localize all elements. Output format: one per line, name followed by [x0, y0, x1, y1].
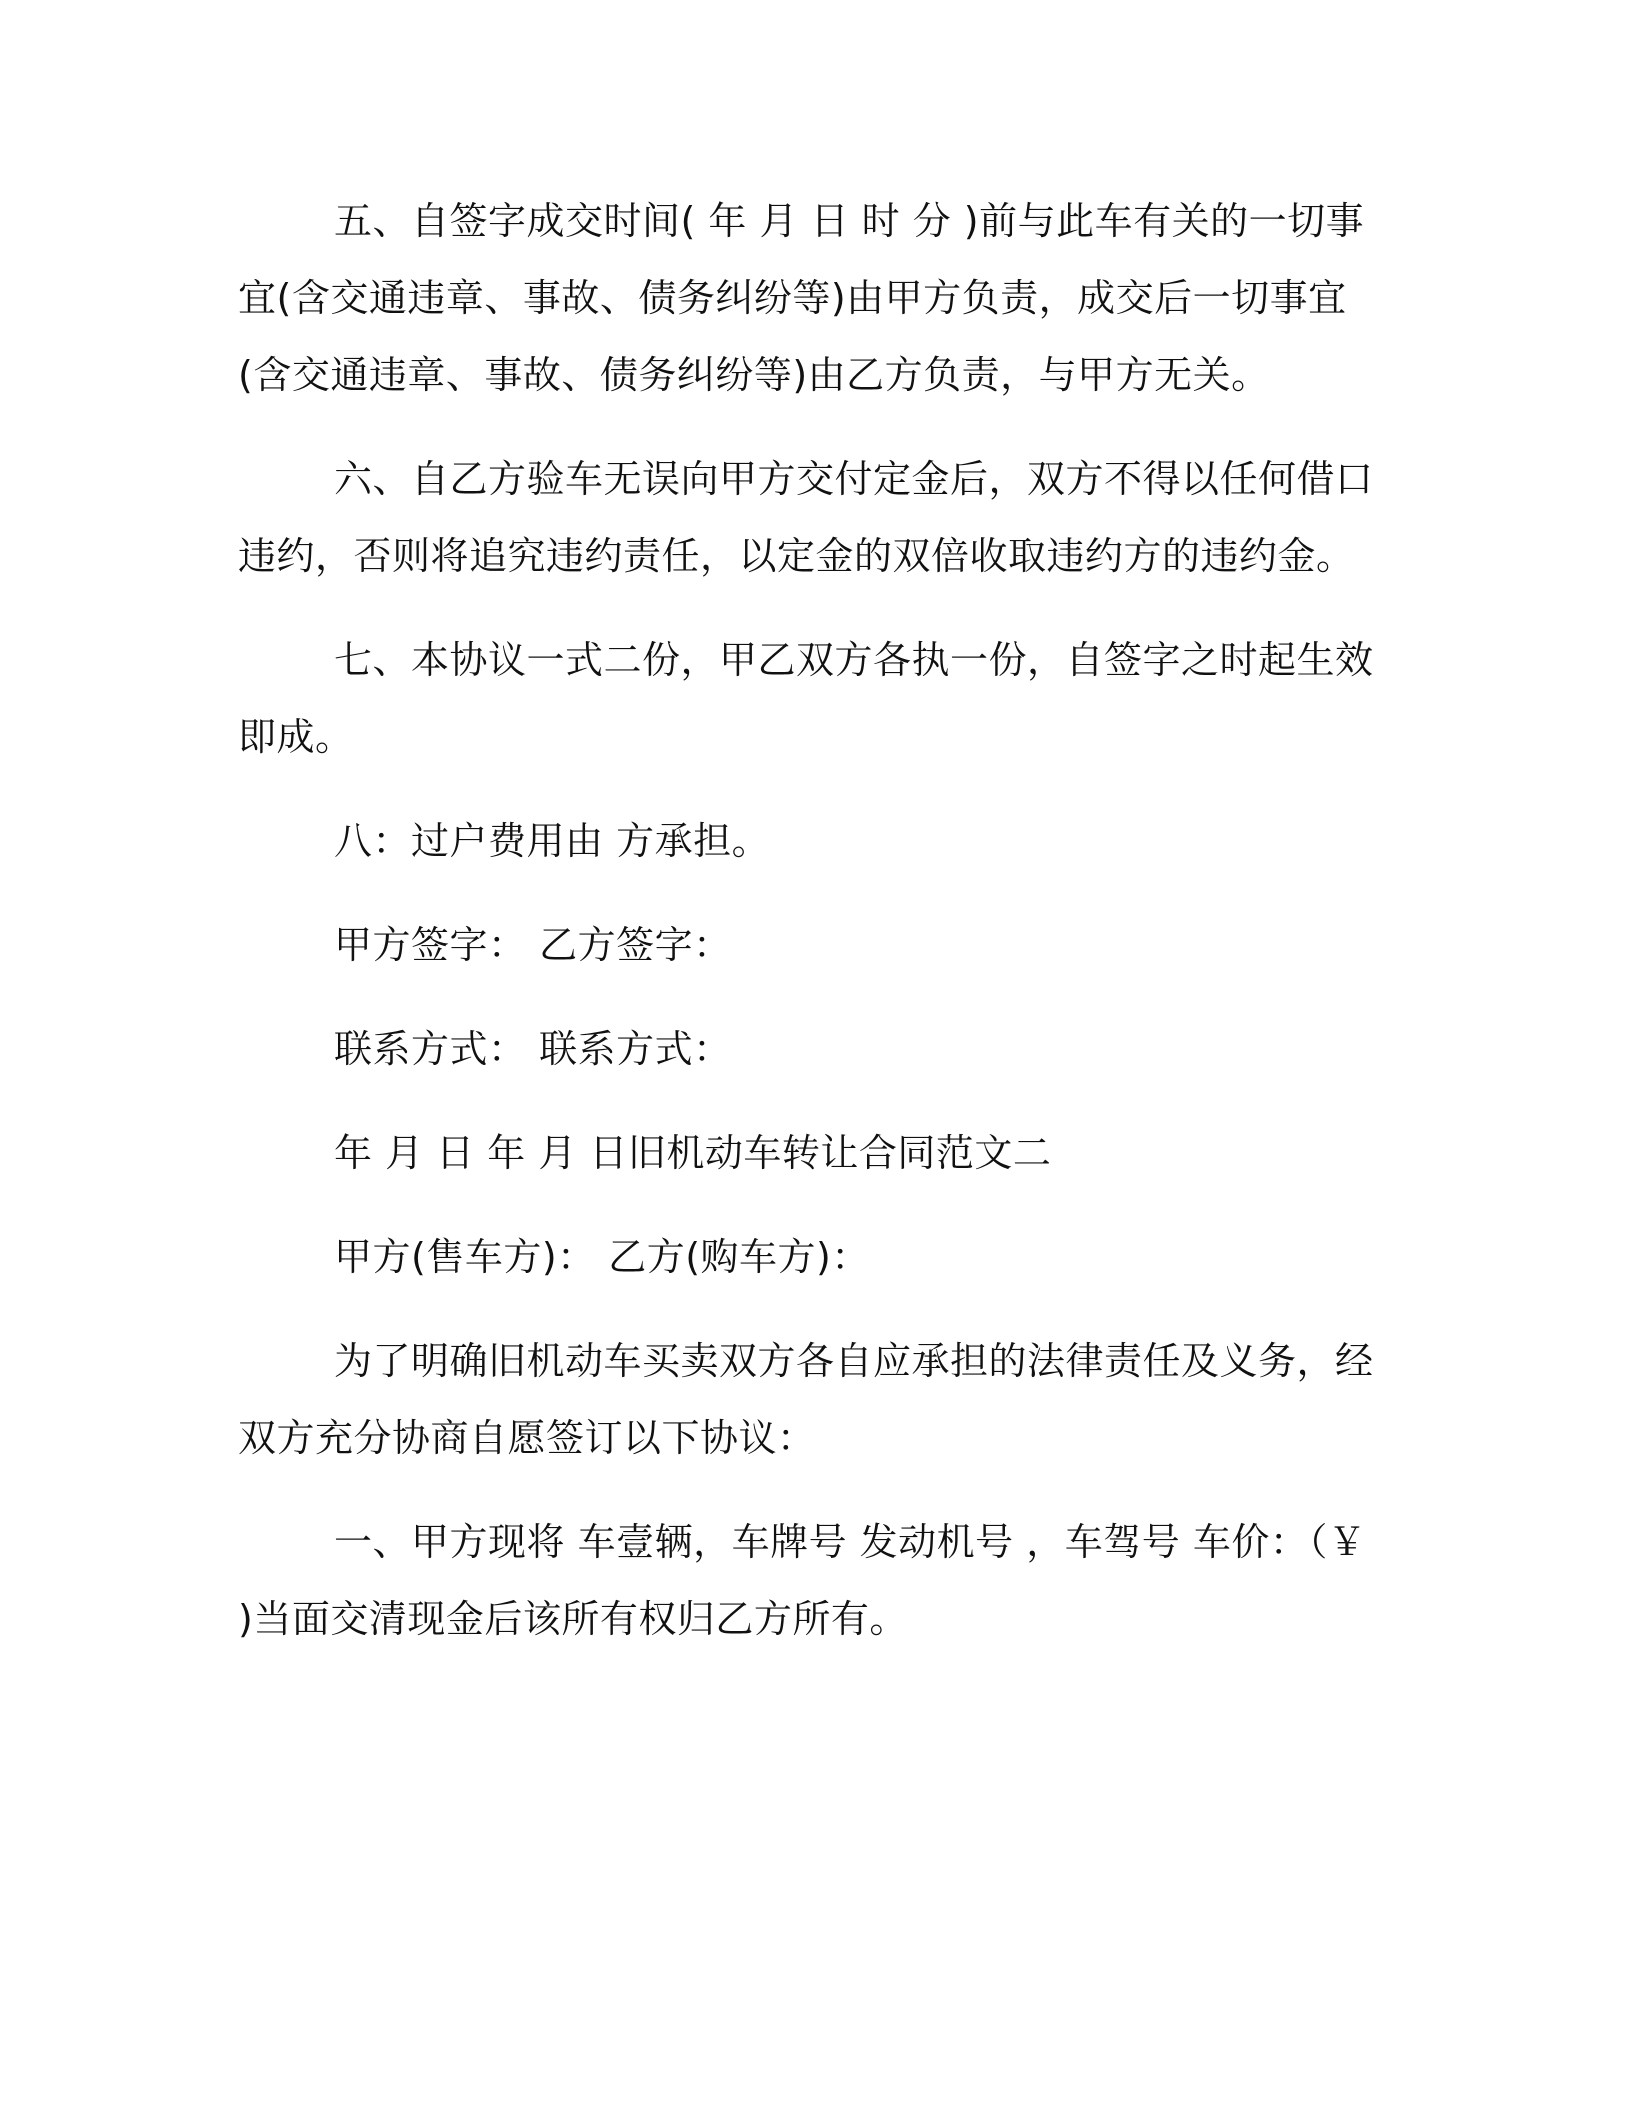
date-and-heading-line: 年 月 日 年 月 日旧机动车转让合同范文二 [334, 1131, 1052, 1175]
clause-5-paragraph: 五、自签字成交时间( 年 月 日 时 分 )前与此车有关的一切事宜(含交通违章、事故、债务纠纷等)由甲方负责，成交后一切事宜(含交通违章、事故、债务纠纷等)由乙方负责，与甲方无关。 [238, 199, 1365, 397]
preamble-paragraph: 为了明确旧机动车买卖双方各自应承担的法律责任及义务，经双方充分协商自愿签订以下协议： [238, 1339, 1374, 1460]
clause-7-paragraph: 七、本协议一式二份，甲乙双方各执一份，自签字之时起生效即成。 [238, 638, 1374, 759]
clause-6-paragraph: 六、自乙方验车无误向甲方交付定金后，双方不得以任何借口违约，否则将追究违约责任，以定金的双倍收取违约方的违约金。 [238, 457, 1374, 578]
clause-1-paragraph: 一、甲方现将 车壹辆，车牌号 发动机号 ，车驾号 车价：（￥ )当面交清现金后该所有权归乙方所有。 [238, 1520, 1367, 1641]
parties-line: 甲方(售车方)： 乙方(购车方)： [334, 1235, 870, 1279]
contact-line: 联系方式： 联系方式： [334, 1027, 732, 1071]
clause-8-paragraph: 八：过户费用由 方承担。 [334, 819, 771, 863]
signature-line: 甲方签字： 乙方签字： [334, 923, 732, 967]
document-body [238, 183, 1378, 1685]
